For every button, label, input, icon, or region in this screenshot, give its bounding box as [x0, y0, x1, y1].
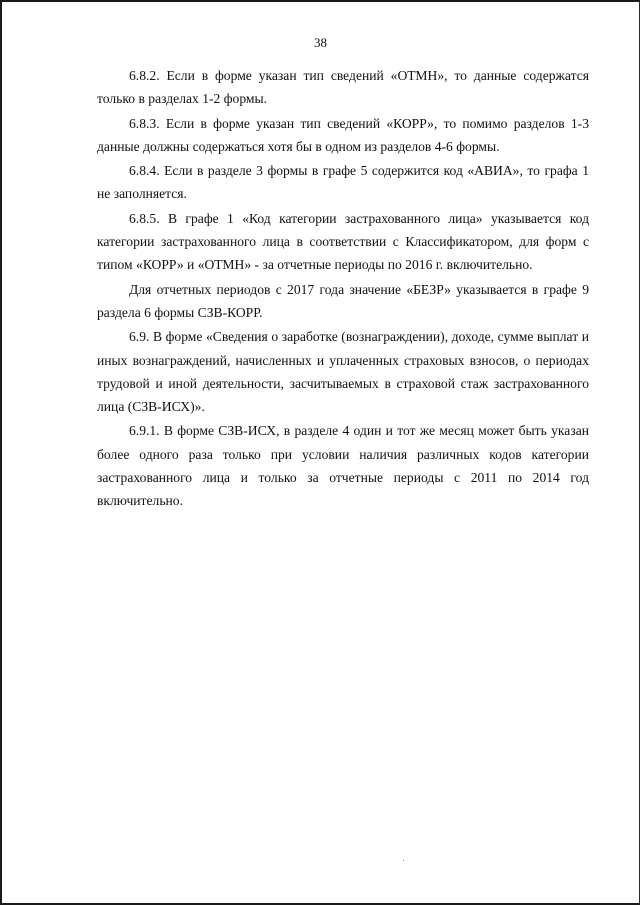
paragraph-6-8-3: 6.8.3. Если в форме указан тип сведений «КОРР», то помимо разделов 1-3 данные должны содержаться хотя бы в одном из разделов 4-6 формы.	[97, 115, 589, 154]
paragraph-6-8-5: 6.8.5. В графе 1 «Код категории застрахованного лица» указывается код категории застрахованного лица в соответствии с Классификатором, для форм с типом «КОРР» и «ОТМН» - за отчетные периоды по 2016 г. включительно.	[97, 210, 589, 273]
paragraph-6-8-2: 6.8.2. Если в форме указан тип сведений «ОТМН», то данные содержатся только в разделах 1-2 формы.	[97, 68, 589, 107]
paragraph-6-8-4: 6.8.4. Если в разделе 3 формы в графе 5 содержится код «АВИА», то графа 1 не заполняется.	[97, 163, 589, 202]
document-body	[97, 64, 589, 513]
scan-speck	[403, 860, 404, 861]
paragraph-reporting-periods-2017: Для отчетных периодов с 2017 года значение «БЕЗР» указывается в графе 9 раздела 6 формы СЗВ-КОРР.	[97, 281, 589, 320]
paragraph-6-9-1: 6.9.1. В форме СЗВ-ИСХ, в разделе 4 один и тот же месяц может быть указан более одного раза только при условии наличия различных кодов категории застрахованного лица и только за отчетные периоды с 2011 по 2014 год включительно.	[97, 423, 589, 509]
page-number: 38	[314, 35, 327, 50]
paragraph-6-9: 6.9. В форме «Сведения о заработке (вознаграждении), доходе, сумме выплат и иных вознаграждений, начисленных и уплаченных страховых взносов, о периодах трудовой и иной деятельности, засчитываемых в страховой стаж застрахованного лица (СЗВ-ИСХ)».	[97, 329, 589, 415]
